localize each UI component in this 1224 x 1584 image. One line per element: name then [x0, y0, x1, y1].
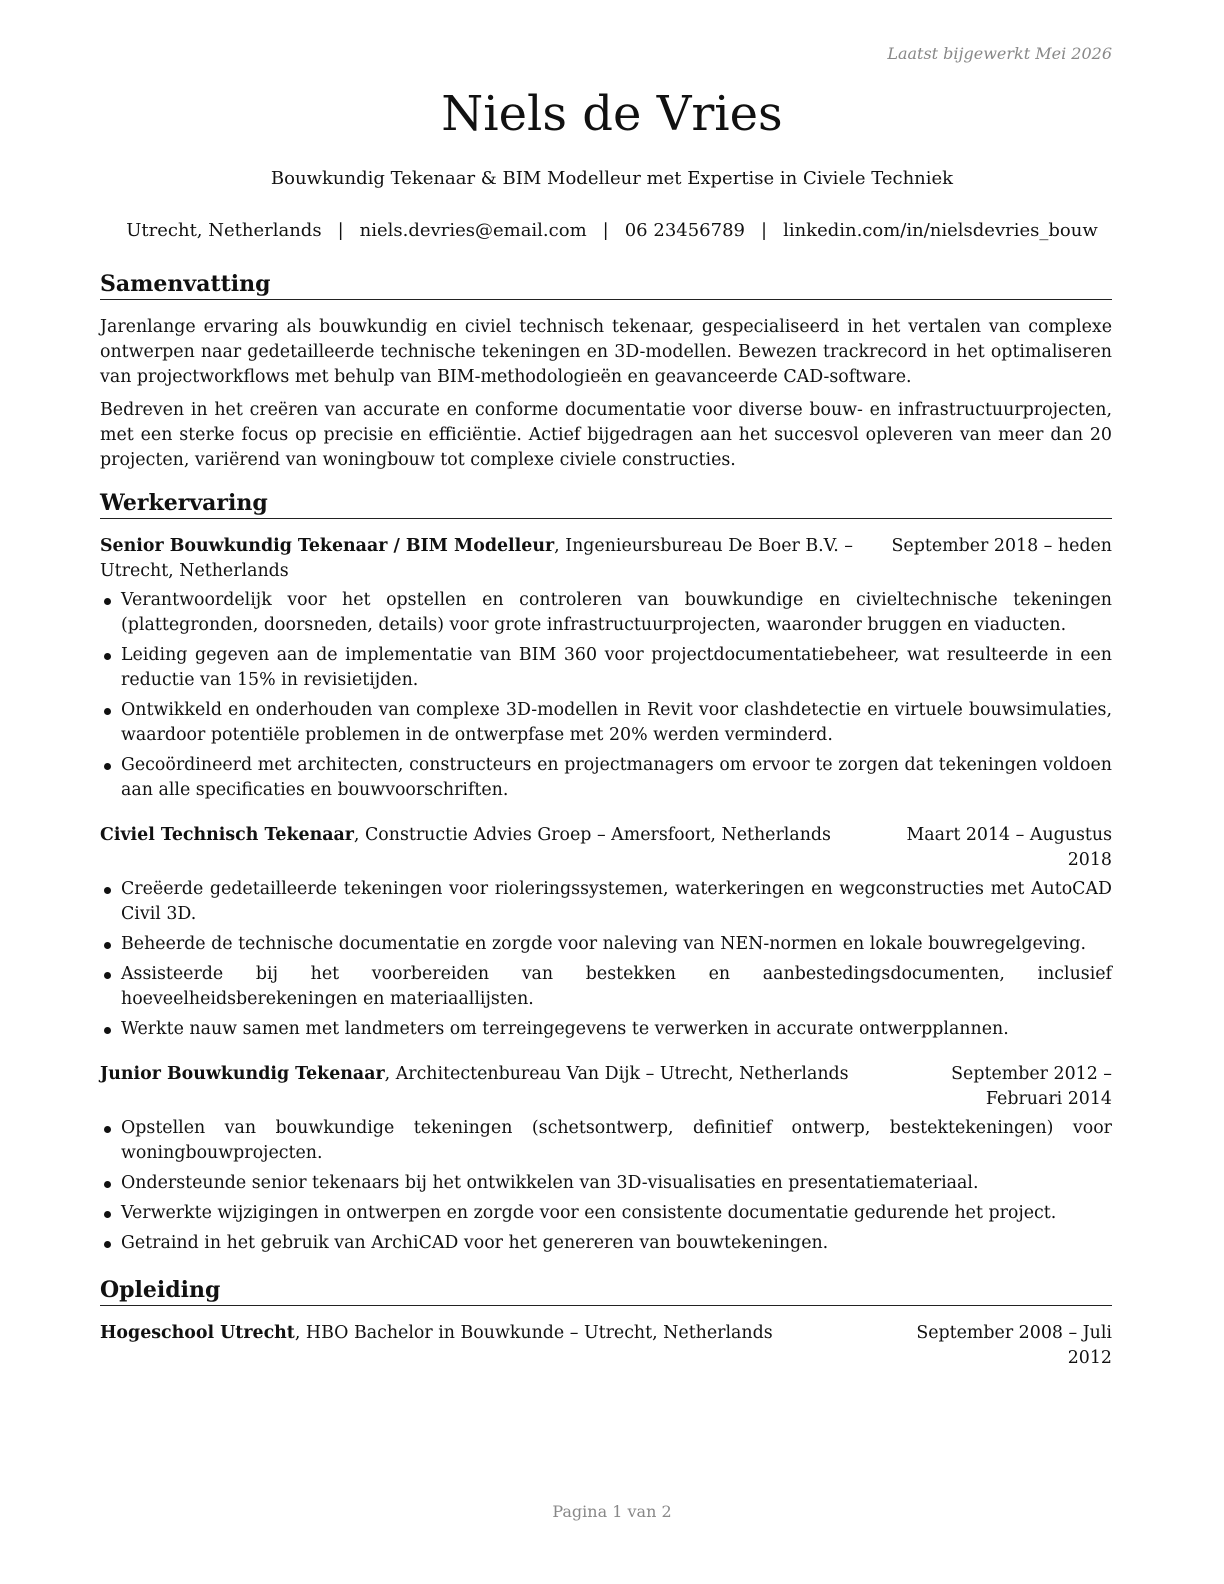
contact-line — [0, 220, 1224, 241]
bullet-text: Verwerkte wijzigingen in ontwerpen en zorgde voor een consistente documentatie gedurende het project. — [121, 1203, 1057, 1223]
bullet-icon — [104, 942, 111, 949]
last-updated: Laatst bijgewerkt Mei 2026 — [887, 44, 1112, 63]
contact-separator: | — [602, 220, 609, 241]
experience-section — [100, 489, 1112, 1256]
education-entry — [100, 1321, 1112, 1371]
bullet-icon — [104, 653, 111, 660]
bullet-icon — [104, 972, 111, 979]
job-header — [100, 823, 1112, 873]
bullet-text: Beheerde de technische documentatie en zorgde voor naleving van NEN-normen en lokale bouwregelgeving. — [121, 934, 1087, 954]
summary-paragraph: Bedreven in het creëren van accurate en conforme documentatie voor diverse bouw- en infrastructuurprojecten, met een sterke focus op precisie en efficiëntie. Actief bijgedragen aan het succesvol opleveren van meer dan 20 projecten, variërend van woningbouw tot complexe civiele constructies. — [100, 400, 1112, 470]
bullet-text: Werkte nauw samen met landmeters om terreingegevens te verwerken in accurate ontwerpplannen. — [121, 1019, 1009, 1039]
job-bullets — [100, 1116, 1112, 1256]
job-company: , Architectenbureau Van Dijk – Utrecht, Netherlands — [384, 1064, 849, 1084]
job-entry — [100, 1062, 1112, 1256]
list-item — [100, 588, 1112, 638]
bullet-text: Assisteerde bij het voorbereiden van bestekken en aanbestedingsdocumenten, inclusief hoeveelheidsberekeningen en materiaallijsten. — [121, 964, 1112, 1009]
section-title-summary: Samenvatting — [100, 270, 1112, 300]
education-school: Hogeschool Utrecht — [100, 1323, 295, 1343]
job-header — [100, 1062, 1112, 1112]
summary-section — [100, 270, 1112, 473]
list-item — [100, 1017, 1112, 1042]
bullet-text: Leiding gegeven aan de implementatie van BIM 360 voor projectdocumentatiebeheer, wat resulteerde in een reductie van 15% in revisietijden. — [121, 645, 1112, 690]
job-dates: September 2012 – Februari 2014 — [951, 1064, 1112, 1109]
bullet-text: Opstellen van bouwkundige tekeningen (schetsontwerp, definitief ontwerp, bestektekeningen) voor woningbouwprojecten. — [121, 1118, 1112, 1163]
job-dates: September 2018 – heden — [891, 536, 1112, 556]
list-item — [100, 1171, 1112, 1196]
job-role: Civiel Technisch Tekenaar — [100, 825, 354, 845]
list-item — [100, 698, 1112, 748]
headline: Bouwkundig Tekenaar & BIM Modelleur met Expertise in Civiele Techniek — [270, 168, 954, 189]
contact-separator: | — [337, 220, 344, 241]
list-item — [100, 1116, 1112, 1166]
bullet-icon — [104, 1126, 111, 1133]
bullet-icon — [104, 887, 111, 894]
job-role: Junior Bouwkundig Tekenaar — [100, 1064, 385, 1084]
bullet-icon — [104, 1211, 111, 1218]
job-company: , Constructie Advies Groep – Amersfoort, Netherlands — [353, 825, 831, 845]
bullet-text: Verantwoordelijk voor het opstellen en controleren van bouwkundige en civieltechnische tekeningen (plattegronden, doorsneden, details) voor grote infrastructuurprojecten, waaronder bruggen en viaducten. — [121, 590, 1112, 635]
bullet-icon — [104, 1241, 111, 1248]
bullet-icon — [104, 1027, 111, 1034]
page-number: Pagina 1 van 2 — [552, 1502, 672, 1521]
section-title-education: Opleiding — [100, 1276, 1112, 1306]
job-entry — [100, 823, 1112, 1042]
contact-linkedin[interactable]: linkedin.com/in/nielsdevries_bouw — [783, 220, 1098, 241]
bullet-icon — [104, 1181, 111, 1188]
job-entry — [100, 534, 1112, 803]
summary-paragraph: Jarenlange ervaring als bouwkundig en civiel technisch tekenaar, gespecialiseerd in het vertalen van complexe ontwerpen naar gedetailleerde technische tekeningen en 3D-modellen. Bewezen trackrecord in het optimaliseren van projectworkflows met behulp van BIM-methodologieën en geavanceerde CAD-software. — [100, 317, 1112, 387]
list-item — [100, 643, 1112, 693]
job-bullets — [100, 877, 1112, 1042]
job-bullets — [100, 588, 1112, 803]
bullet-text: Ondersteunde senior tekenaars bij het ontwikkelen van 3D-visualisaties en presentatiemateriaal. — [121, 1173, 979, 1193]
education-detail: , HBO Bachelor in Bouwkunde – Utrecht, Netherlands — [294, 1323, 773, 1343]
list-item — [100, 962, 1112, 1012]
bullet-text: Gecoördineerd met architecten, constructeurs en projectmanagers om ervoor te zorgen dat tekeningen voldoen aan alle specificaties en bouwvoorschriften. — [121, 755, 1112, 800]
job-company: , Ingenieursbureau De Boer B.V. – Utrecht, Netherlands — [100, 536, 853, 581]
bullet-text: Ontwikkeld en onderhouden van complexe 3D-modellen in Revit voor clashdetectie en virtuele bouwsimulaties, waardoor potentiële problemen in de ontwerpfase met 20% werden verminderd. — [121, 700, 1112, 745]
job-role: Senior Bouwkundig Tekenaar / BIM Modelleur — [100, 536, 555, 556]
contact-phone: 06 23456789 — [624, 220, 745, 241]
bullet-text: Creëerde gedetailleerde tekeningen voor rioleringssystemen, waterkeringen en wegconstructies met AutoCAD Civil 3D. — [121, 879, 1112, 924]
contact-email[interactable]: niels.devries@email.com — [359, 220, 587, 241]
list-item — [100, 753, 1112, 803]
contact-location: Utrecht, Netherlands — [126, 220, 322, 241]
education-section — [100, 1276, 1112, 1371]
job-dates: Maart 2014 – Augustus 2018 — [906, 825, 1112, 870]
bullet-icon — [104, 708, 111, 715]
contact-separator: | — [760, 220, 768, 241]
bullet-text: Getraind in het gebruik van ArchiCAD voor het genereren van bouwtekeningen. — [121, 1233, 829, 1253]
section-title-experience: Werkervaring — [100, 489, 1112, 519]
list-item — [100, 877, 1112, 927]
resume-body — [100, 270, 1112, 1387]
list-item — [100, 1201, 1112, 1226]
bullet-icon — [104, 763, 111, 770]
candidate-name: Niels de Vries — [441, 86, 783, 142]
bullet-icon — [104, 598, 111, 605]
education-dates: September 2008 – Juli 2012 — [916, 1323, 1112, 1368]
list-item — [100, 1231, 1112, 1256]
job-header — [100, 534, 1112, 584]
list-item — [100, 932, 1112, 957]
